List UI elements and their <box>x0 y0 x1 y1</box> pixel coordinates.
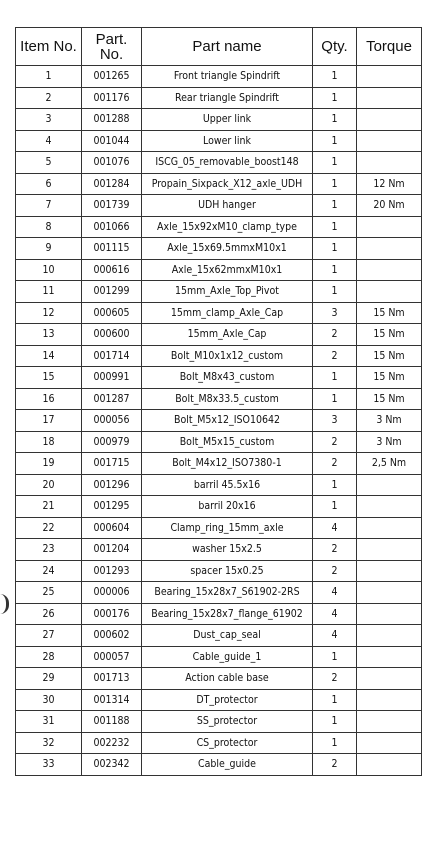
qty-cell: 1 <box>313 367 357 389</box>
torque-cell <box>357 754 422 776</box>
header-qty: Qty. <box>313 28 357 66</box>
table-row <box>16 453 422 475</box>
item-no-cell: 11 <box>16 281 82 303</box>
part-no-cell: 001739 <box>82 195 142 217</box>
item-no-cell: 28 <box>16 646 82 668</box>
torque-cell <box>357 668 422 690</box>
part-name-cell: Bearing_15x28x7_S61902-2RS <box>142 582 313 604</box>
item-no-cell: 21 <box>16 496 82 518</box>
part-no-cell: 001288 <box>82 109 142 131</box>
part-name-cell: 15mm_clamp_Axle_Cap <box>142 302 313 324</box>
table-row <box>16 603 422 625</box>
item-no-cell: 24 <box>16 560 82 582</box>
item-no-cell: 9 <box>16 238 82 260</box>
part-no-cell: 001299 <box>82 281 142 303</box>
table-row <box>16 302 422 324</box>
item-no-cell: 19 <box>16 453 82 475</box>
part-no-cell: 001265 <box>82 66 142 88</box>
table-row <box>16 754 422 776</box>
part-no-cell: 001296 <box>82 474 142 496</box>
torque-cell <box>357 711 422 733</box>
table-row <box>16 152 422 174</box>
table-row <box>16 259 422 281</box>
part-no-cell: 001713 <box>82 668 142 690</box>
torque-cell <box>357 603 422 625</box>
item-no-cell: 8 <box>16 216 82 238</box>
table-row <box>16 345 422 367</box>
torque-cell <box>357 259 422 281</box>
header-row <box>16 28 422 66</box>
part-no-cell: 001293 <box>82 560 142 582</box>
table-row <box>16 66 422 88</box>
part-name-cell: Bolt_M8x33.5_custom <box>142 388 313 410</box>
qty-cell: 1 <box>313 216 357 238</box>
part-no-cell: 001714 <box>82 345 142 367</box>
part-name-cell: DT_protector <box>142 689 313 711</box>
qty-cell: 2 <box>313 668 357 690</box>
torque-cell: 15 Nm <box>357 302 422 324</box>
qty-cell: 3 <box>313 302 357 324</box>
part-name-cell: Cable_guide <box>142 754 313 776</box>
qty-cell: 2 <box>313 754 357 776</box>
table-row <box>16 238 422 260</box>
item-no-cell: 6 <box>16 173 82 195</box>
torque-cell: 3 Nm <box>357 431 422 453</box>
qty-cell: 1 <box>313 259 357 281</box>
part-no-cell: 000991 <box>82 367 142 389</box>
torque-cell <box>357 66 422 88</box>
table-row <box>16 711 422 733</box>
table-row <box>16 109 422 131</box>
part-no-cell: 001188 <box>82 711 142 733</box>
torque-cell <box>357 539 422 561</box>
part-name-cell: Bolt_M8x43_custom <box>142 367 313 389</box>
item-no-cell: 31 <box>16 711 82 733</box>
table-row <box>16 582 422 604</box>
header-item-no: Item No. <box>16 28 82 66</box>
part-name-cell: 15mm_Axle_Top_Pivot <box>142 281 313 303</box>
qty-cell: 2 <box>313 431 357 453</box>
parts-table <box>15 27 422 776</box>
qty-cell: 2 <box>313 453 357 475</box>
part-no-cell: 001204 <box>82 539 142 561</box>
part-name-cell: Axle_15x92xM10_clamp_type <box>142 216 313 238</box>
part-no-cell: 002342 <box>82 754 142 776</box>
item-no-cell: 17 <box>16 410 82 432</box>
torque-cell <box>357 496 422 518</box>
qty-cell: 1 <box>313 388 357 410</box>
part-no-cell: 001066 <box>82 216 142 238</box>
part-no-cell: 001287 <box>82 388 142 410</box>
part-name-cell: Axle_15x62mmxM10x1 <box>142 259 313 281</box>
table-row <box>16 216 422 238</box>
qty-cell: 4 <box>313 625 357 647</box>
part-no-cell: 002232 <box>82 732 142 754</box>
part-no-cell: 000979 <box>82 431 142 453</box>
item-no-cell: 18 <box>16 431 82 453</box>
torque-cell: 15 Nm <box>357 324 422 346</box>
table-row <box>16 281 422 303</box>
torque-cell <box>357 732 422 754</box>
part-name-cell: Bolt_M5x12_ISO10642 <box>142 410 313 432</box>
item-no-cell: 25 <box>16 582 82 604</box>
header-part-name: Part name <box>142 28 313 66</box>
item-no-cell: 1 <box>16 66 82 88</box>
part-name-cell: Bearing_15x28x7_flange_61902 <box>142 603 313 625</box>
part-name-cell: Clamp_ring_15mm_axle <box>142 517 313 539</box>
part-no-cell: 000056 <box>82 410 142 432</box>
table-row <box>16 87 422 109</box>
torque-cell <box>357 517 422 539</box>
item-no-cell: 16 <box>16 388 82 410</box>
part-no-cell: 001715 <box>82 453 142 475</box>
parts-table-container <box>15 27 421 776</box>
table-row <box>16 324 422 346</box>
part-no-cell: 001044 <box>82 130 142 152</box>
torque-cell <box>357 625 422 647</box>
part-no-cell: 001314 <box>82 689 142 711</box>
item-no-cell: 20 <box>16 474 82 496</box>
item-no-cell: 10 <box>16 259 82 281</box>
part-name-cell: spacer 15x0.25 <box>142 560 313 582</box>
qty-cell: 2 <box>313 539 357 561</box>
qty-cell: 2 <box>313 345 357 367</box>
qty-cell: 1 <box>313 173 357 195</box>
part-no-cell: 000605 <box>82 302 142 324</box>
qty-cell: 1 <box>313 281 357 303</box>
item-no-cell: 14 <box>16 345 82 367</box>
qty-cell: 4 <box>313 517 357 539</box>
part-name-cell: washer 15x2.5 <box>142 539 313 561</box>
item-no-cell: 12 <box>16 302 82 324</box>
part-name-cell: CS_protector <box>142 732 313 754</box>
torque-cell: 2,5 Nm <box>357 453 422 475</box>
table-row <box>16 173 422 195</box>
qty-cell: 1 <box>313 732 357 754</box>
table-row <box>16 367 422 389</box>
part-name-cell: UDH hanger <box>142 195 313 217</box>
part-name-cell: Bolt_M10x1x12_custom <box>142 345 313 367</box>
table-row <box>16 625 422 647</box>
part-no-cell: 000057 <box>82 646 142 668</box>
torque-cell <box>357 560 422 582</box>
torque-cell: 15 Nm <box>357 367 422 389</box>
torque-cell: 15 Nm <box>357 388 422 410</box>
part-name-cell: Axle_15x69.5mmxM10x1 <box>142 238 313 260</box>
qty-cell: 1 <box>313 130 357 152</box>
qty-cell: 1 <box>313 87 357 109</box>
item-no-cell: 26 <box>16 603 82 625</box>
part-name-cell: Bolt_M4x12_ISO7380-1 <box>142 453 313 475</box>
part-name-cell: barril 45.5x16 <box>142 474 313 496</box>
item-no-cell: 2 <box>16 87 82 109</box>
qty-cell: 1 <box>313 474 357 496</box>
part-no-cell: 000604 <box>82 517 142 539</box>
torque-cell: 20 Nm <box>357 195 422 217</box>
qty-cell: 4 <box>313 603 357 625</box>
table-row <box>16 410 422 432</box>
part-no-cell: 000602 <box>82 625 142 647</box>
qty-cell: 1 <box>313 195 357 217</box>
torque-cell: 3 Nm <box>357 410 422 432</box>
part-name-cell: barril 20x16 <box>142 496 313 518</box>
qty-cell: 1 <box>313 496 357 518</box>
part-name-cell: Rear triangle Spindrift <box>142 87 313 109</box>
table-row <box>16 195 422 217</box>
header-torque: Torque <box>357 28 422 66</box>
qty-cell: 4 <box>313 582 357 604</box>
part-name-cell: Action cable base <box>142 668 313 690</box>
part-name-cell: Upper link <box>142 109 313 131</box>
part-name-cell: Front triangle Spindrift <box>142 66 313 88</box>
part-no-cell: 001295 <box>82 496 142 518</box>
torque-cell <box>357 474 422 496</box>
table-row <box>16 496 422 518</box>
item-no-cell: 5 <box>16 152 82 174</box>
table-row <box>16 474 422 496</box>
table-row <box>16 431 422 453</box>
qty-cell: 1 <box>313 711 357 733</box>
part-name-cell: Bolt_M5x15_custom <box>142 431 313 453</box>
qty-cell: 1 <box>313 646 357 668</box>
torque-cell <box>357 109 422 131</box>
part-no-cell: 001176 <box>82 87 142 109</box>
part-name-cell: Lower link <box>142 130 313 152</box>
torque-cell <box>357 646 422 668</box>
item-no-cell: 3 <box>16 109 82 131</box>
item-no-cell: 13 <box>16 324 82 346</box>
part-name-cell: ISCG_05_removable_boost148 <box>142 152 313 174</box>
part-no-cell: 000616 <box>82 259 142 281</box>
part-name-cell: Dust_cap_seal <box>142 625 313 647</box>
part-no-cell: 000006 <box>82 582 142 604</box>
torque-cell: 15 Nm <box>357 345 422 367</box>
qty-cell: 3 <box>313 410 357 432</box>
qty-cell: 1 <box>313 689 357 711</box>
torque-cell <box>357 87 422 109</box>
item-no-cell: 7 <box>16 195 82 217</box>
part-no-cell: 000176 <box>82 603 142 625</box>
header-part-no: Part. No. <box>82 28 142 66</box>
qty-cell: 2 <box>313 560 357 582</box>
item-no-cell: 23 <box>16 539 82 561</box>
torque-cell <box>357 582 422 604</box>
table-row <box>16 130 422 152</box>
torque-cell <box>357 238 422 260</box>
item-no-cell: 4 <box>16 130 82 152</box>
item-no-cell: 22 <box>16 517 82 539</box>
part-no-cell: 001115 <box>82 238 142 260</box>
torque-cell <box>357 130 422 152</box>
part-name-cell: SS_protector <box>142 711 313 733</box>
torque-cell: 12 Nm <box>357 173 422 195</box>
item-no-cell: 30 <box>16 689 82 711</box>
part-name-cell: Propain_Sixpack_X12_axle_UDH <box>142 173 313 195</box>
part-name-cell: Cable_guide_1 <box>142 646 313 668</box>
qty-cell: 1 <box>313 238 357 260</box>
part-no-cell: 001076 <box>82 152 142 174</box>
table-row <box>16 646 422 668</box>
table-row <box>16 388 422 410</box>
part-name-cell: 15mm_Axle_Cap <box>142 324 313 346</box>
qty-cell: 1 <box>313 66 357 88</box>
item-no-cell: 33 <box>16 754 82 776</box>
table-row <box>16 689 422 711</box>
table-row <box>16 539 422 561</box>
table-row <box>16 732 422 754</box>
qty-cell: 1 <box>313 109 357 131</box>
item-no-cell: 27 <box>16 625 82 647</box>
table-row <box>16 560 422 582</box>
part-no-cell: 000600 <box>82 324 142 346</box>
item-no-cell: 29 <box>16 668 82 690</box>
torque-cell <box>357 216 422 238</box>
qty-cell: 1 <box>313 152 357 174</box>
part-no-cell: 001284 <box>82 173 142 195</box>
table-row <box>16 668 422 690</box>
table-row <box>16 517 422 539</box>
torque-cell <box>357 152 422 174</box>
qty-cell: 2 <box>313 324 357 346</box>
torque-cell <box>357 689 422 711</box>
item-no-cell: 32 <box>16 732 82 754</box>
item-no-cell: 15 <box>16 367 82 389</box>
edge-mark <box>0 594 9 614</box>
torque-cell <box>357 281 422 303</box>
